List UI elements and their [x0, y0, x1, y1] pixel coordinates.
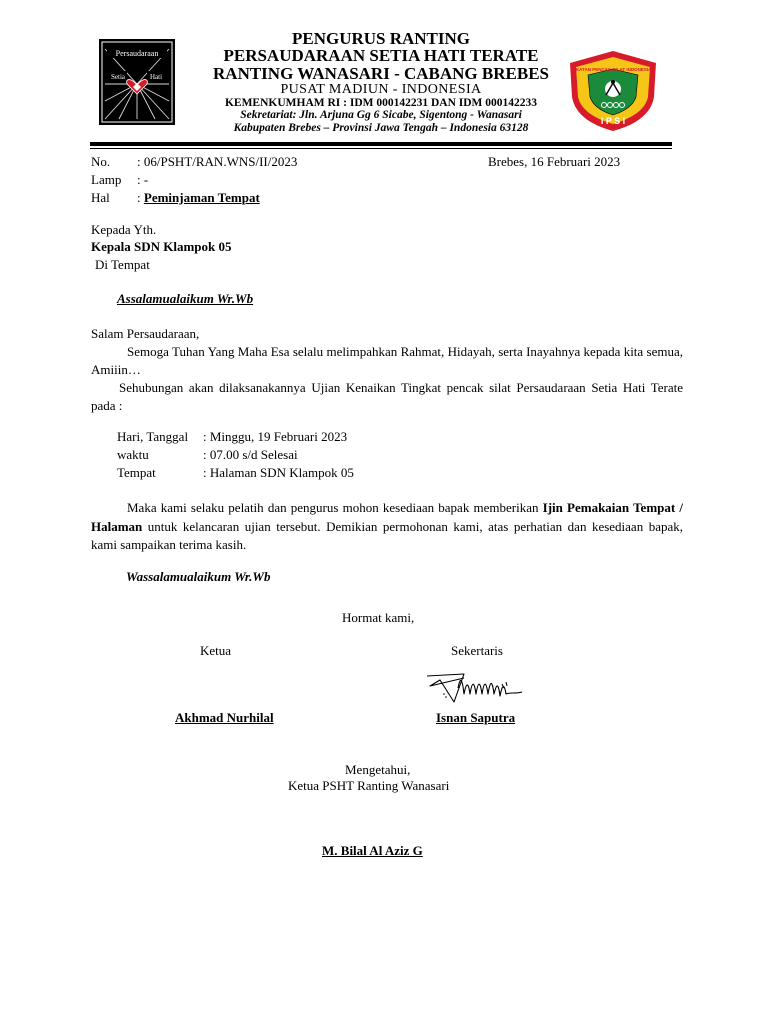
- secretary-title: Sekertaris: [451, 643, 503, 658]
- registration-number: KEMENKUMHAM RI : IDM 000142231 DAN IDM 000142233: [224, 97, 538, 109]
- header-rule-thick: [90, 142, 672, 146]
- svg-text:I P S I: I P S I: [600, 116, 626, 126]
- detail-time: waktu : 07.00 s/d Selesai: [117, 447, 298, 462]
- paragraph-intro: Sehubungan akan dilaksanakannya Ujian Kenaikan Tingkat pencak silat Persaudaraan Setia Hati Terate pada :: [91, 380, 683, 413]
- svg-text:Setia: Setia: [111, 73, 125, 81]
- ipsi-logo: [566, 49, 660, 133]
- opening-greeting: Assalamualaikum Wr.Wb: [117, 291, 254, 306]
- secretary-signature: [424, 664, 524, 712]
- region-address: Kabupaten Brebes – Provinsi Jawa Tengah – Indonesia 63128: [233, 122, 529, 134]
- chairman-name: Akhmad Nurhilal: [175, 710, 274, 725]
- ack-name: M. Bilal Al Aziz G: [322, 843, 423, 858]
- org-level-title: PENGURUS RANTING: [291, 29, 471, 48]
- attachment: Lamp : -: [91, 172, 149, 187]
- letter-number: No. : 06/PSHT/RAN.WNS/II/2023: [91, 154, 298, 169]
- recipient-greeting: Kepada Yth.: [91, 222, 157, 237]
- headquarters: PUSAT MADIUN - INDONESIA: [280, 82, 482, 97]
- secretary-name: Isnan Saputra: [436, 710, 516, 725]
- psht-logo: [99, 39, 175, 125]
- chairman-title: Ketua: [200, 643, 232, 658]
- regards: Hormat kami,: [342, 610, 415, 625]
- svg-text:IKATAN PENCAK SILAT INDONESIA: IKATAN PENCAK SILAT INDONESIA: [574, 67, 652, 72]
- closing-greeting: Wassalamualaikum Wr.Wb: [126, 569, 271, 584]
- secretariat-address: Sekretariat: Jln. Arjuna Gg 6 Sicabe, Sigentong - Wanasari: [240, 109, 522, 121]
- acknowledgement: Mengetahui,: [345, 762, 411, 777]
- subject: Hal : Peminjaman Tempat: [91, 190, 260, 205]
- place-date: Brebes, 16 Februari 2023: [488, 154, 621, 169]
- svg-text:Hati: Hati: [149, 73, 163, 81]
- recipient-name: Kepala SDN Klampok 05: [91, 239, 232, 254]
- paragraph-blessing: Semoga Tuhan Yang Maha Esa selalu melimpahkan Rahmat, Hidayah, serta Inayahnya kepada kita semua, Amiiin…: [91, 344, 683, 377]
- header-rule-thin: [90, 148, 672, 149]
- subject-value: Peminjaman Tempat: [143, 190, 260, 205]
- branch-name: RANTING WANASARI - CABANG BREBES: [213, 64, 549, 83]
- detail-place: Tempat : Halaman SDN Klampok 05: [117, 465, 354, 480]
- ack-title: Ketua PSHT Ranting Wanasari: [288, 778, 450, 793]
- salutation: Salam Persaudaraan,: [91, 326, 200, 341]
- detail-date: Hari, Tanggal : Minggu, 19 Februari 2023: [117, 429, 348, 444]
- svg-text:Persaudaraan: Persaudaraan: [115, 49, 159, 58]
- paragraph-request: Maka kami selaku pelatih dan pengurus mohon kesediaan bapak memberikan Ijin Pemakaian Tempat / Halaman untuk kelancaran ujian tersebut. Demikian permohonan kami, atas perhatian dan kesediaan bapak, kami sampaikan terima kasih.: [91, 500, 683, 552]
- recipient-place: Di Tempat: [95, 257, 150, 272]
- org-name: PERSAUDARAAN SETIA HATI TERATE: [223, 46, 539, 65]
